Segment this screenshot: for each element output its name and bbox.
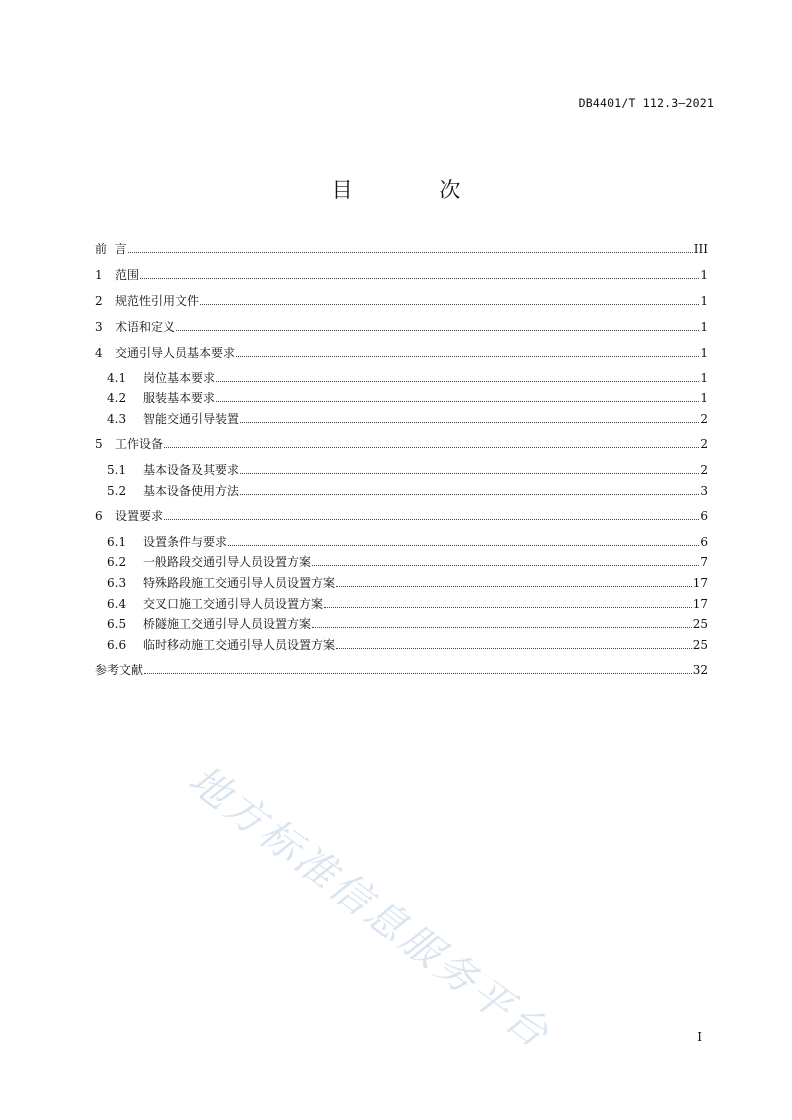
toc-leader-dots [200, 304, 699, 305]
page-title: 目 次 [331, 178, 501, 202]
toc-leader-dots [216, 401, 699, 402]
toc-entry-4-3[interactable] [107, 410, 708, 426]
toc-entry-title: 交叉口施工交通引导人员设置方案 [143, 597, 324, 611]
toc-entry-page: 7 [700, 555, 708, 569]
toc-entry-number: 6.3 [107, 576, 127, 590]
toc-leader-dots [228, 545, 699, 546]
toc-leader-dots [240, 494, 699, 495]
toc-entry-title: 基本设备及其要求 [143, 463, 240, 477]
toc-leader-dots [236, 356, 699, 357]
toc-entry-5-2[interactable] [107, 482, 708, 498]
toc-entry-5[interactable] [95, 435, 708, 451]
toc-entry-4-2[interactable] [107, 389, 708, 405]
toc-entry-page: 17 [692, 576, 708, 590]
toc-entry-number: 5 [95, 437, 103, 451]
toc-entry-title: 工作设备 [115, 437, 164, 451]
toc-entry-4-1[interactable] [107, 369, 708, 385]
toc-entry-number: 4.2 [107, 391, 127, 405]
toc-entry-label: 参考文献 [95, 663, 144, 677]
toc-entry-number: 2 [95, 294, 103, 308]
toc-leader-dots [140, 278, 699, 279]
toc-entry-page: 1 [700, 391, 708, 405]
toc-entry-page: 25 [692, 638, 708, 652]
toc-leader-dots [240, 422, 699, 423]
toc-leader-dots [336, 586, 692, 587]
footer-page-number: I [697, 1030, 702, 1044]
toc-entry-2[interactable] [95, 292, 708, 308]
toc-entry-6[interactable] [95, 507, 708, 523]
toc-entry-title: 范围 [115, 268, 140, 282]
toc-leader-dots [216, 381, 699, 382]
toc-entry-page: 2 [700, 437, 708, 451]
toc-leader-dots [312, 627, 692, 628]
toc-entry-page: 1 [700, 320, 708, 334]
toc-entry-1[interactable] [95, 266, 708, 282]
toc-entry-title: 设置条件与要求 [143, 535, 228, 549]
watermark: 地方标准信息服务平台 [180, 756, 560, 1059]
toc-entry-title: 岗位基本要求 [143, 371, 216, 385]
toc-entry-title: 交通引导人员基本要求 [115, 346, 236, 360]
toc-entry-4[interactable] [95, 344, 708, 360]
toc-leader-dots [240, 473, 699, 474]
toc-entry-title: 规范性引用文件 [115, 294, 200, 308]
toc-entry-page: 1 [700, 346, 708, 360]
toc-entry-page: 25 [692, 617, 708, 631]
toc-entry-page: 1 [700, 294, 708, 308]
toc-entry-page: III [693, 242, 708, 256]
toc-entry-bibliography[interactable] [95, 661, 708, 677]
toc-entry-title: 特殊路段施工交通引导人员设置方案 [143, 576, 336, 590]
toc-entry-title: 临时移动施工交通引导人员设置方案 [143, 638, 336, 652]
toc-entry-title: 术语和定义 [115, 320, 176, 334]
toc-entry-foreword[interactable] [95, 240, 708, 256]
toc-entry-number: 3 [95, 320, 103, 334]
toc-entry-title: 服装基本要求 [143, 391, 216, 405]
toc-entry-number: 6.2 [107, 555, 127, 569]
toc-entry-number: 4.1 [107, 371, 127, 385]
toc-entry-page: 3 [700, 484, 708, 498]
toc-entry-page: 1 [700, 371, 708, 385]
toc-entry-number: 4.3 [107, 412, 127, 426]
toc-entry-page: 32 [692, 663, 708, 677]
toc-leader-dots [324, 607, 692, 608]
toc-entry-page: 17 [692, 597, 708, 611]
toc-entry-page: 2 [700, 463, 708, 477]
document-code: DB4401/T 112.3—2021 [578, 96, 714, 110]
toc-entry-number: 6.5 [107, 617, 127, 631]
toc-leader-dots [144, 673, 692, 674]
toc-entry-title: 基本设备使用方法 [143, 484, 240, 498]
toc-entry-number: 6.1 [107, 535, 127, 549]
toc-entry-number: 6 [95, 509, 103, 523]
toc-entry-page: 2 [700, 412, 708, 426]
toc-leader-dots [128, 252, 693, 253]
toc-entry-6-5[interactable] [107, 615, 708, 631]
toc-entry-3[interactable] [95, 318, 708, 334]
toc-entry-page: 1 [700, 268, 708, 282]
toc-entry-6-2[interactable] [107, 553, 708, 569]
toc-entry-number: 6.4 [107, 597, 127, 611]
toc-entry-title: 一般路段交通引导人员设置方案 [143, 555, 312, 569]
toc-entry-number: 1 [95, 268, 103, 282]
toc-leader-dots [164, 447, 699, 448]
toc-entry-title: 设置要求 [115, 509, 164, 523]
toc-entry-number: 6.6 [107, 638, 127, 652]
toc-leader-dots [176, 330, 699, 331]
toc-entry-6-4[interactable] [107, 595, 708, 611]
toc-leader-dots [164, 519, 699, 520]
toc-entry-6-6[interactable] [107, 636, 708, 652]
toc-entry-title: 智能交通引导装置 [143, 412, 240, 426]
toc-entry-page: 6 [700, 509, 708, 523]
toc-leader-dots [336, 648, 692, 649]
toc-entry-title: 桥隧施工交通引导人员设置方案 [143, 617, 312, 631]
toc-entry-number: 5.1 [107, 463, 127, 477]
toc-entry-6-1[interactable] [107, 533, 708, 549]
toc-leader-dots [312, 565, 699, 566]
toc-entry-number: 5.2 [107, 484, 127, 498]
toc-entry-6-3[interactable] [107, 574, 708, 590]
toc-entry-page: 6 [700, 535, 708, 549]
toc-entry-label: 前 言 [95, 242, 127, 256]
toc-entry-5-1[interactable] [107, 461, 708, 477]
toc-entry-number: 4 [95, 346, 103, 360]
